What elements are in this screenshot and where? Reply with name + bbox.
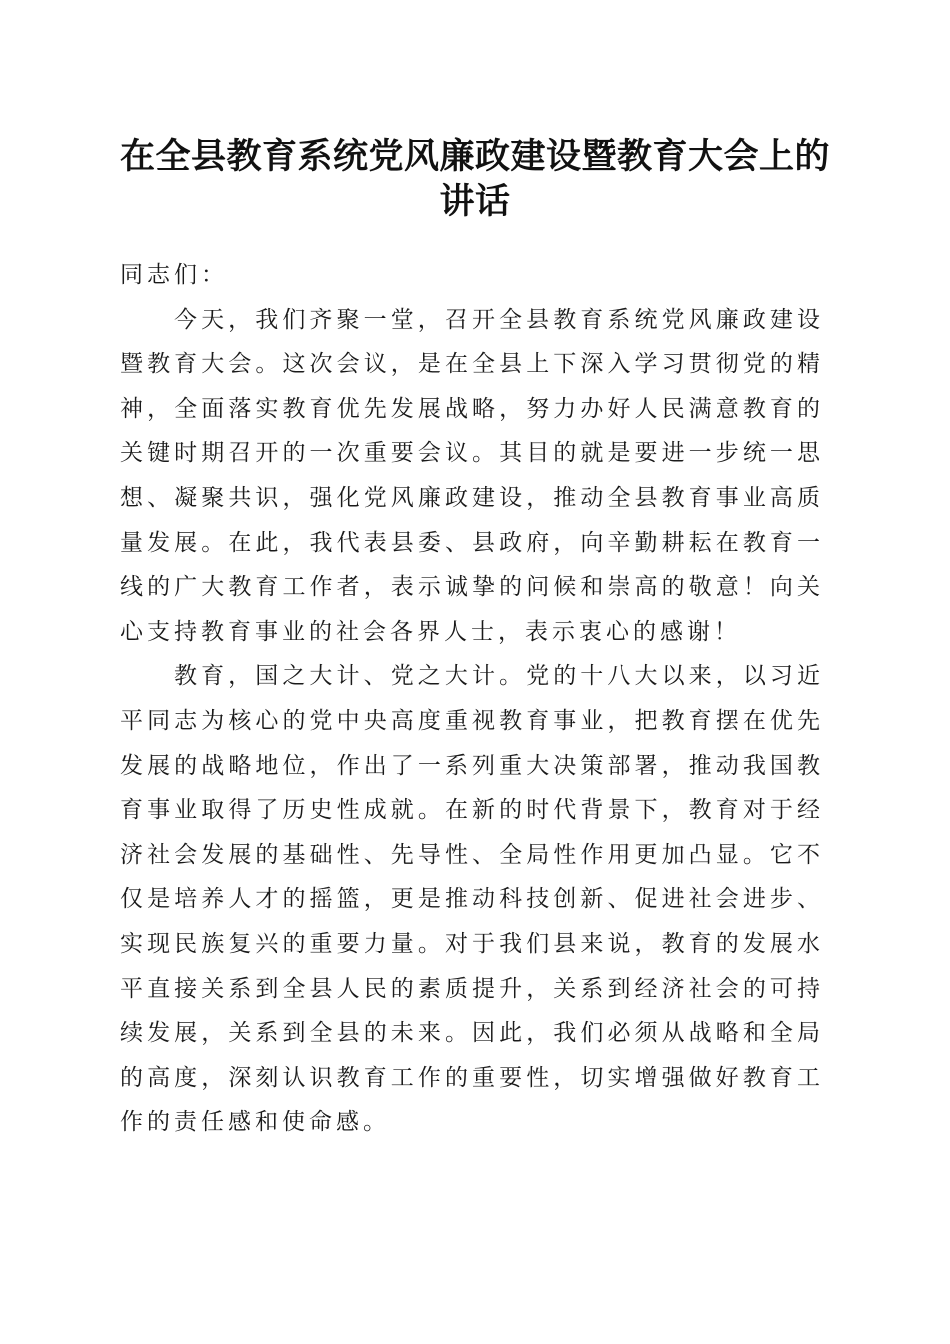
document-title: 在全县教育系统党风廉政建设暨教育大会上的讲话 [119,136,830,222]
paragraph: 教育，国之大计、党之大计。党的十八大以来，以习近平同志为核心的党中央高度重视教育事业，把教育摆在优先发展的战略地位，作出了一系列重大决策部署，推动我国教育事业取得了历史性成就。在新的时代背景下，教育对于经济社会发展的基础性、先导性、全局性作用更加凸显。它不仅是培养人才的摇篮，更是推动科技创新、促进社会进步、实现民族复兴的重要力量。对于我们县来说，教育的发展水平直接关系到全县人民的素质提升，关系到经济社会的可持续发展，关系到全县的未来。因此，我们必须从战略和全局的高度，深刻认识教育工作的重要性，切实增强做好教育工作的责任感和使命感。 [120,663,824,1136]
document-body [120,253,824,1145]
salutation: 同志们： [120,262,228,288]
paragraph: 今天，我们齐聚一堂，召开全县教育系统党风廉政建设暨教育大会。这次会议，是在全县上下深入学习贯彻党的精神，全面落实教育优先发展战略，努力办好人民满意教育的关键时期召开的一次重要会议。其目的就是要进一步统一思想、凝聚共识，强化党风廉政建设，推动全县教育事业高质量发展。在此，我代表县委、县政府，向辛勤耕耘在教育一线的广大教育工作者，表示诚挚的问候和崇高的敬意！向关心支持教育事业的社会各界人士，表示衷心的感谢！ [120,306,824,645]
